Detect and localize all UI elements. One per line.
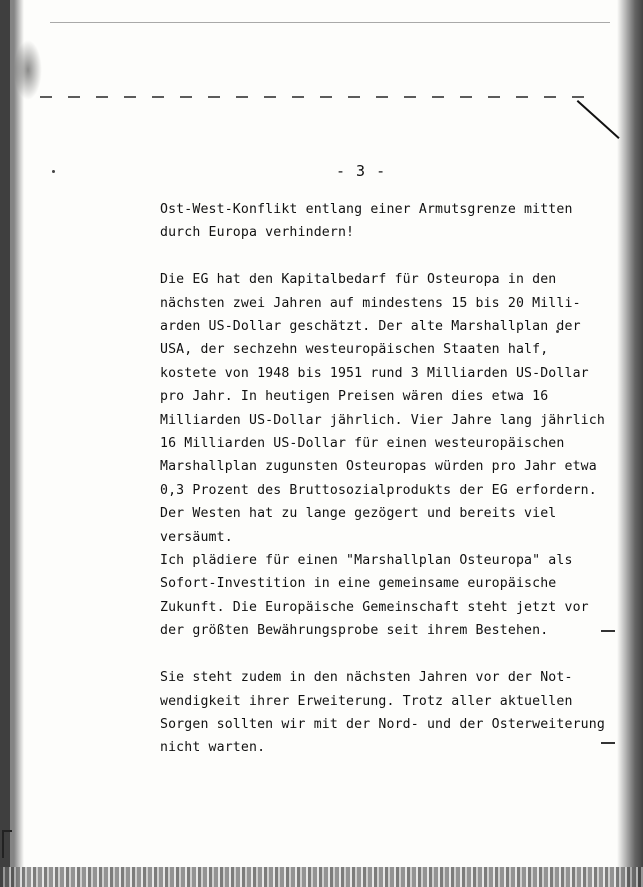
paragraph-gap (160, 643, 580, 666)
text-line: Die EG hat den Kapitalbedarf für Osteuropa in den (160, 272, 557, 288)
scan-right-edge (617, 0, 643, 887)
text-line: Sorgen sollten wir mit der Nord- und der Osterweiterung (160, 716, 605, 732)
scan-smudge (14, 40, 42, 100)
text-line: 0,3 Prozent des Bruttosozialprodukts der EG erfordern. (160, 482, 597, 498)
text-line: der größten Bewährungsprobe seit ihrem Bestehen. (160, 623, 549, 639)
text-line: arden US-Dollar geschätzt. Der alte Marshallplan der (160, 319, 581, 335)
text-line: Sofort-Investition in eine gemeinsame europäische (160, 576, 557, 592)
scan-diagonal-mark (577, 100, 620, 139)
scan-dashed-line (40, 96, 600, 98)
text-line: Zukunft. Die Europäische Gemeinschaft steht jetzt vor (160, 599, 589, 615)
scan-left-edge (0, 0, 44, 887)
text-line: Der Westen hat zu lange gezögert und bereits viel (160, 506, 557, 522)
scan-top-rule (50, 22, 610, 23)
scan-right-tick (601, 630, 615, 632)
scan-bottom-edge (0, 867, 643, 887)
text-line: durch Europa verhindern! (160, 225, 355, 241)
page-number: - 3 - (336, 162, 387, 180)
text-line: Milliarden US-Dollar jährlich. Vier Jahre lang jährlich (160, 412, 605, 428)
text-line: versäumt. (160, 529, 233, 545)
scan-left-bracket (2, 830, 12, 858)
paragraph (160, 198, 580, 245)
text-line: USA, der sechzehn westeuropäischen Staaten half, (160, 342, 549, 358)
paragraph (160, 666, 605, 760)
text-line: Ost-West-Konflikt entlang einer Armutsgrenze mitten (160, 202, 573, 217)
text-line: pro Jahr. In heutigen Preisen wären dies etwa 16 (160, 389, 549, 405)
scan-right-tick (601, 742, 615, 744)
paragraph-gap (160, 245, 580, 268)
text-line: Sie steht zudem in den nächsten Jahren vor der Not- (160, 670, 573, 686)
text-line: Ich plädiere für einen "Marshallplan Osteuropa" als (160, 553, 573, 569)
scan-speck (52, 170, 55, 173)
body-text (160, 198, 605, 760)
paragraph (160, 268, 605, 643)
text-line: wendigkeit ihrer Erweiterung. Trotz aller aktuellen (160, 693, 573, 709)
text-line: Marshallplan zugunsten Osteuropas würden pro Jahr etwa (160, 459, 597, 475)
text-line: kostete von 1948 bis 1951 rund 3 Milliarden US-Dollar (160, 365, 589, 381)
text-line: 16 Milliarden US-Dollar für einen westeuropäischen (160, 436, 565, 452)
text-line: nächsten zwei Jahren auf mindestens 15 bis 20 Milli- (160, 295, 581, 311)
text-line: nicht warten. (160, 740, 266, 756)
